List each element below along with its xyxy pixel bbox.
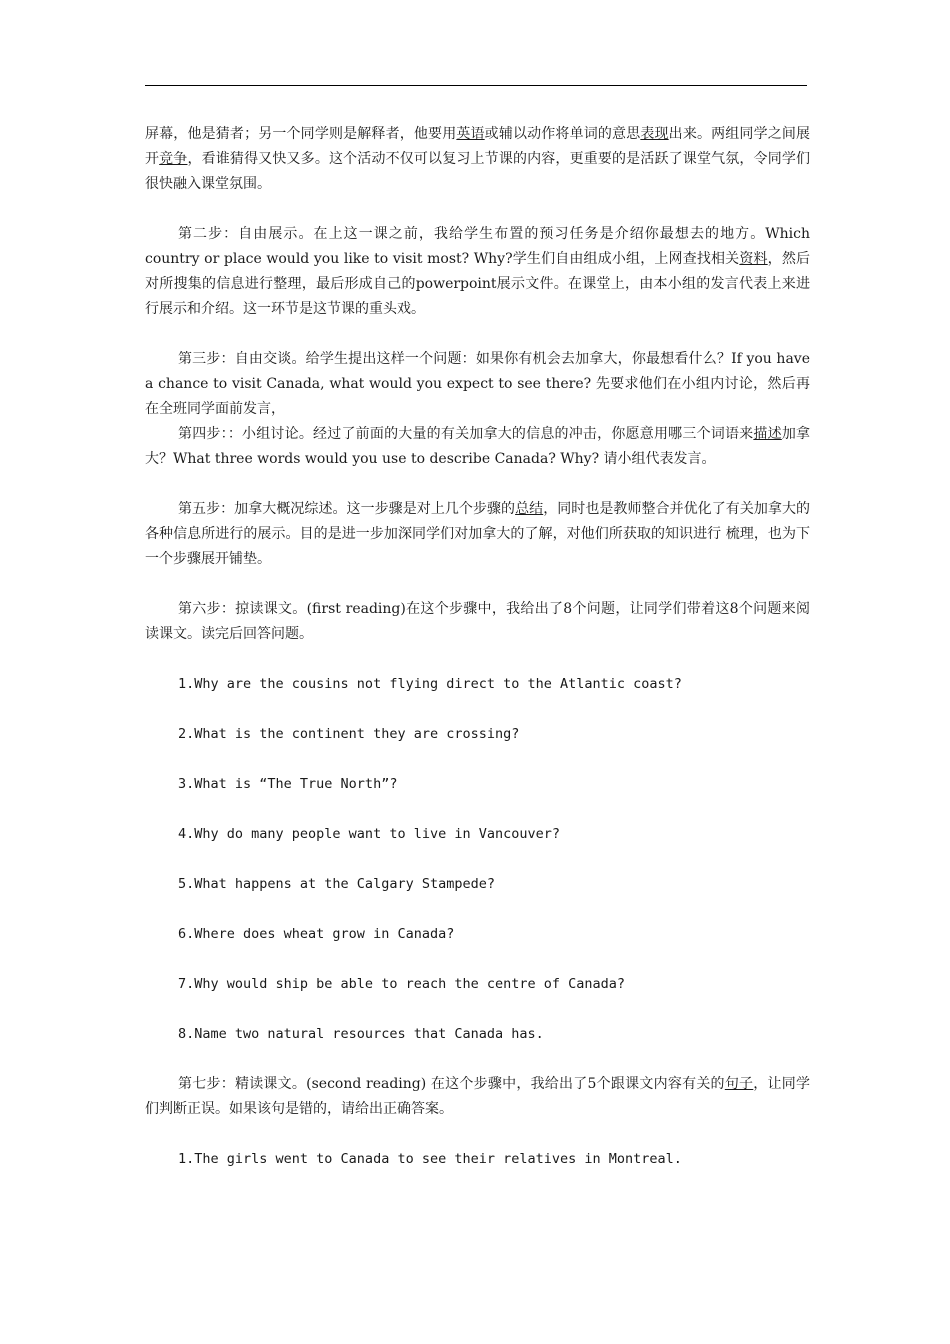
statement-item: 1.The girls went to Canada to see their relatives in Montreal. [178, 1151, 682, 1167]
link-express[interactable]: 表现 [640, 126, 669, 142]
link-sentences[interactable]: 句子 [724, 1076, 754, 1092]
link-competition[interactable]: 竞争 [159, 151, 188, 167]
text-run: 或辅以动作将单词的意思 [484, 126, 641, 142]
question-item: 1.Why are the cousins not flying direct to the Atlantic coast? [178, 676, 682, 692]
step3-paragraph: 第三步：自由交谈。给学生提出这样一个问题：如果你有机会去加拿大，你最想看什么？If you have a chance to visit Canada, what would you expect to see there? 先要求他们在小组内讨论，然后再在全班同学面前发言， [145, 351, 810, 417]
header-rule [145, 85, 807, 86]
link-summary[interactable]: 总结 [515, 501, 544, 517]
link-describe[interactable]: 描述 [753, 426, 782, 442]
step6-paragraph: 第六步：掠读课文。(first reading)在这个步骤中，我给出了8个问题，让同学们带着这8个问题来阅读课文。读完后回答问题。 [145, 601, 810, 642]
step2-paragraph [145, 222, 810, 322]
step4-paragraph [145, 422, 810, 472]
question-item: 2.What is the continent they are crossing? [178, 726, 520, 742]
text-run: 屏幕，他是猜者；另一个同学则是解释者，他要用 [145, 126, 457, 142]
question-item: 3.What is “The True North”? [178, 776, 398, 792]
link-materials[interactable]: 资料 [739, 251, 768, 267]
link-english[interactable]: 英语 [456, 126, 485, 142]
intro-paragraph [145, 122, 810, 197]
text-run: 第二步：自由展示。在上这一课之前，我给学生布置的预习任务是介绍你最想去的地方。Which country or place would you like to visit most? Why?学生们自由组成小组，上网查找相关 [145, 226, 810, 267]
step5-paragraph [145, 497, 810, 572]
text-run: ，看谁猜得又快又多。这个活动不仅可以复习上节课的内容，更重要的是活跃了课堂气氛，令同学们很快融入课堂氛围。 [145, 151, 811, 192]
document-body [145, 122, 810, 1172]
text-run: 第七步：精读课文。(second reading) 在这个步骤中，我给出了5个跟课文内容有关的 [178, 1076, 725, 1092]
question-item: 8.Name two natural resources that Canada has. [178, 1026, 544, 1042]
text-run: 第四步：：小组讨论。经过了前面的大量的有关加拿大的信息的冲击，你愿意用哪三个词语来 [178, 426, 754, 442]
step7-paragraph [145, 1072, 810, 1122]
text-run: ，然后对所搜集的信息进行整理，最后形成自己的powerpoint展示文件。在课堂上，由本小组的发言代表上来进行展示和介绍。这一环节是这节课的重头戏。 [145, 251, 810, 317]
question-item: 4.Why do many people want to live in Vancouver? [178, 826, 561, 842]
text-run: 出来。两组同学之间展开 [145, 126, 811, 167]
text-run: ，同时也是教师整合并优化了有关加拿大的各种信息所进行的展示。目的是进一步加深同学们对加拿大的了解，对他们所获取的知识进行 梳理，也为下一个步骤展开铺垫。 [145, 501, 811, 567]
text-run: ，让同学们判断正误。如果该句是错的，请给出正确答案。 [145, 1076, 811, 1117]
question-item: 7.Why would ship be able to reach the centre of Canada? [178, 976, 626, 992]
question-item: 5.What happens at the Calgary Stampede? [178, 876, 495, 892]
question-item: 6.Where does wheat grow in Canada? [178, 926, 455, 942]
text-run: 加拿大？What three words would you use to describe Canada? Why? 请小组代表发言。 [145, 426, 811, 467]
text-run: 第五步：加拿大概况综述。这一步骤是对上几个步骤的 [178, 501, 516, 517]
